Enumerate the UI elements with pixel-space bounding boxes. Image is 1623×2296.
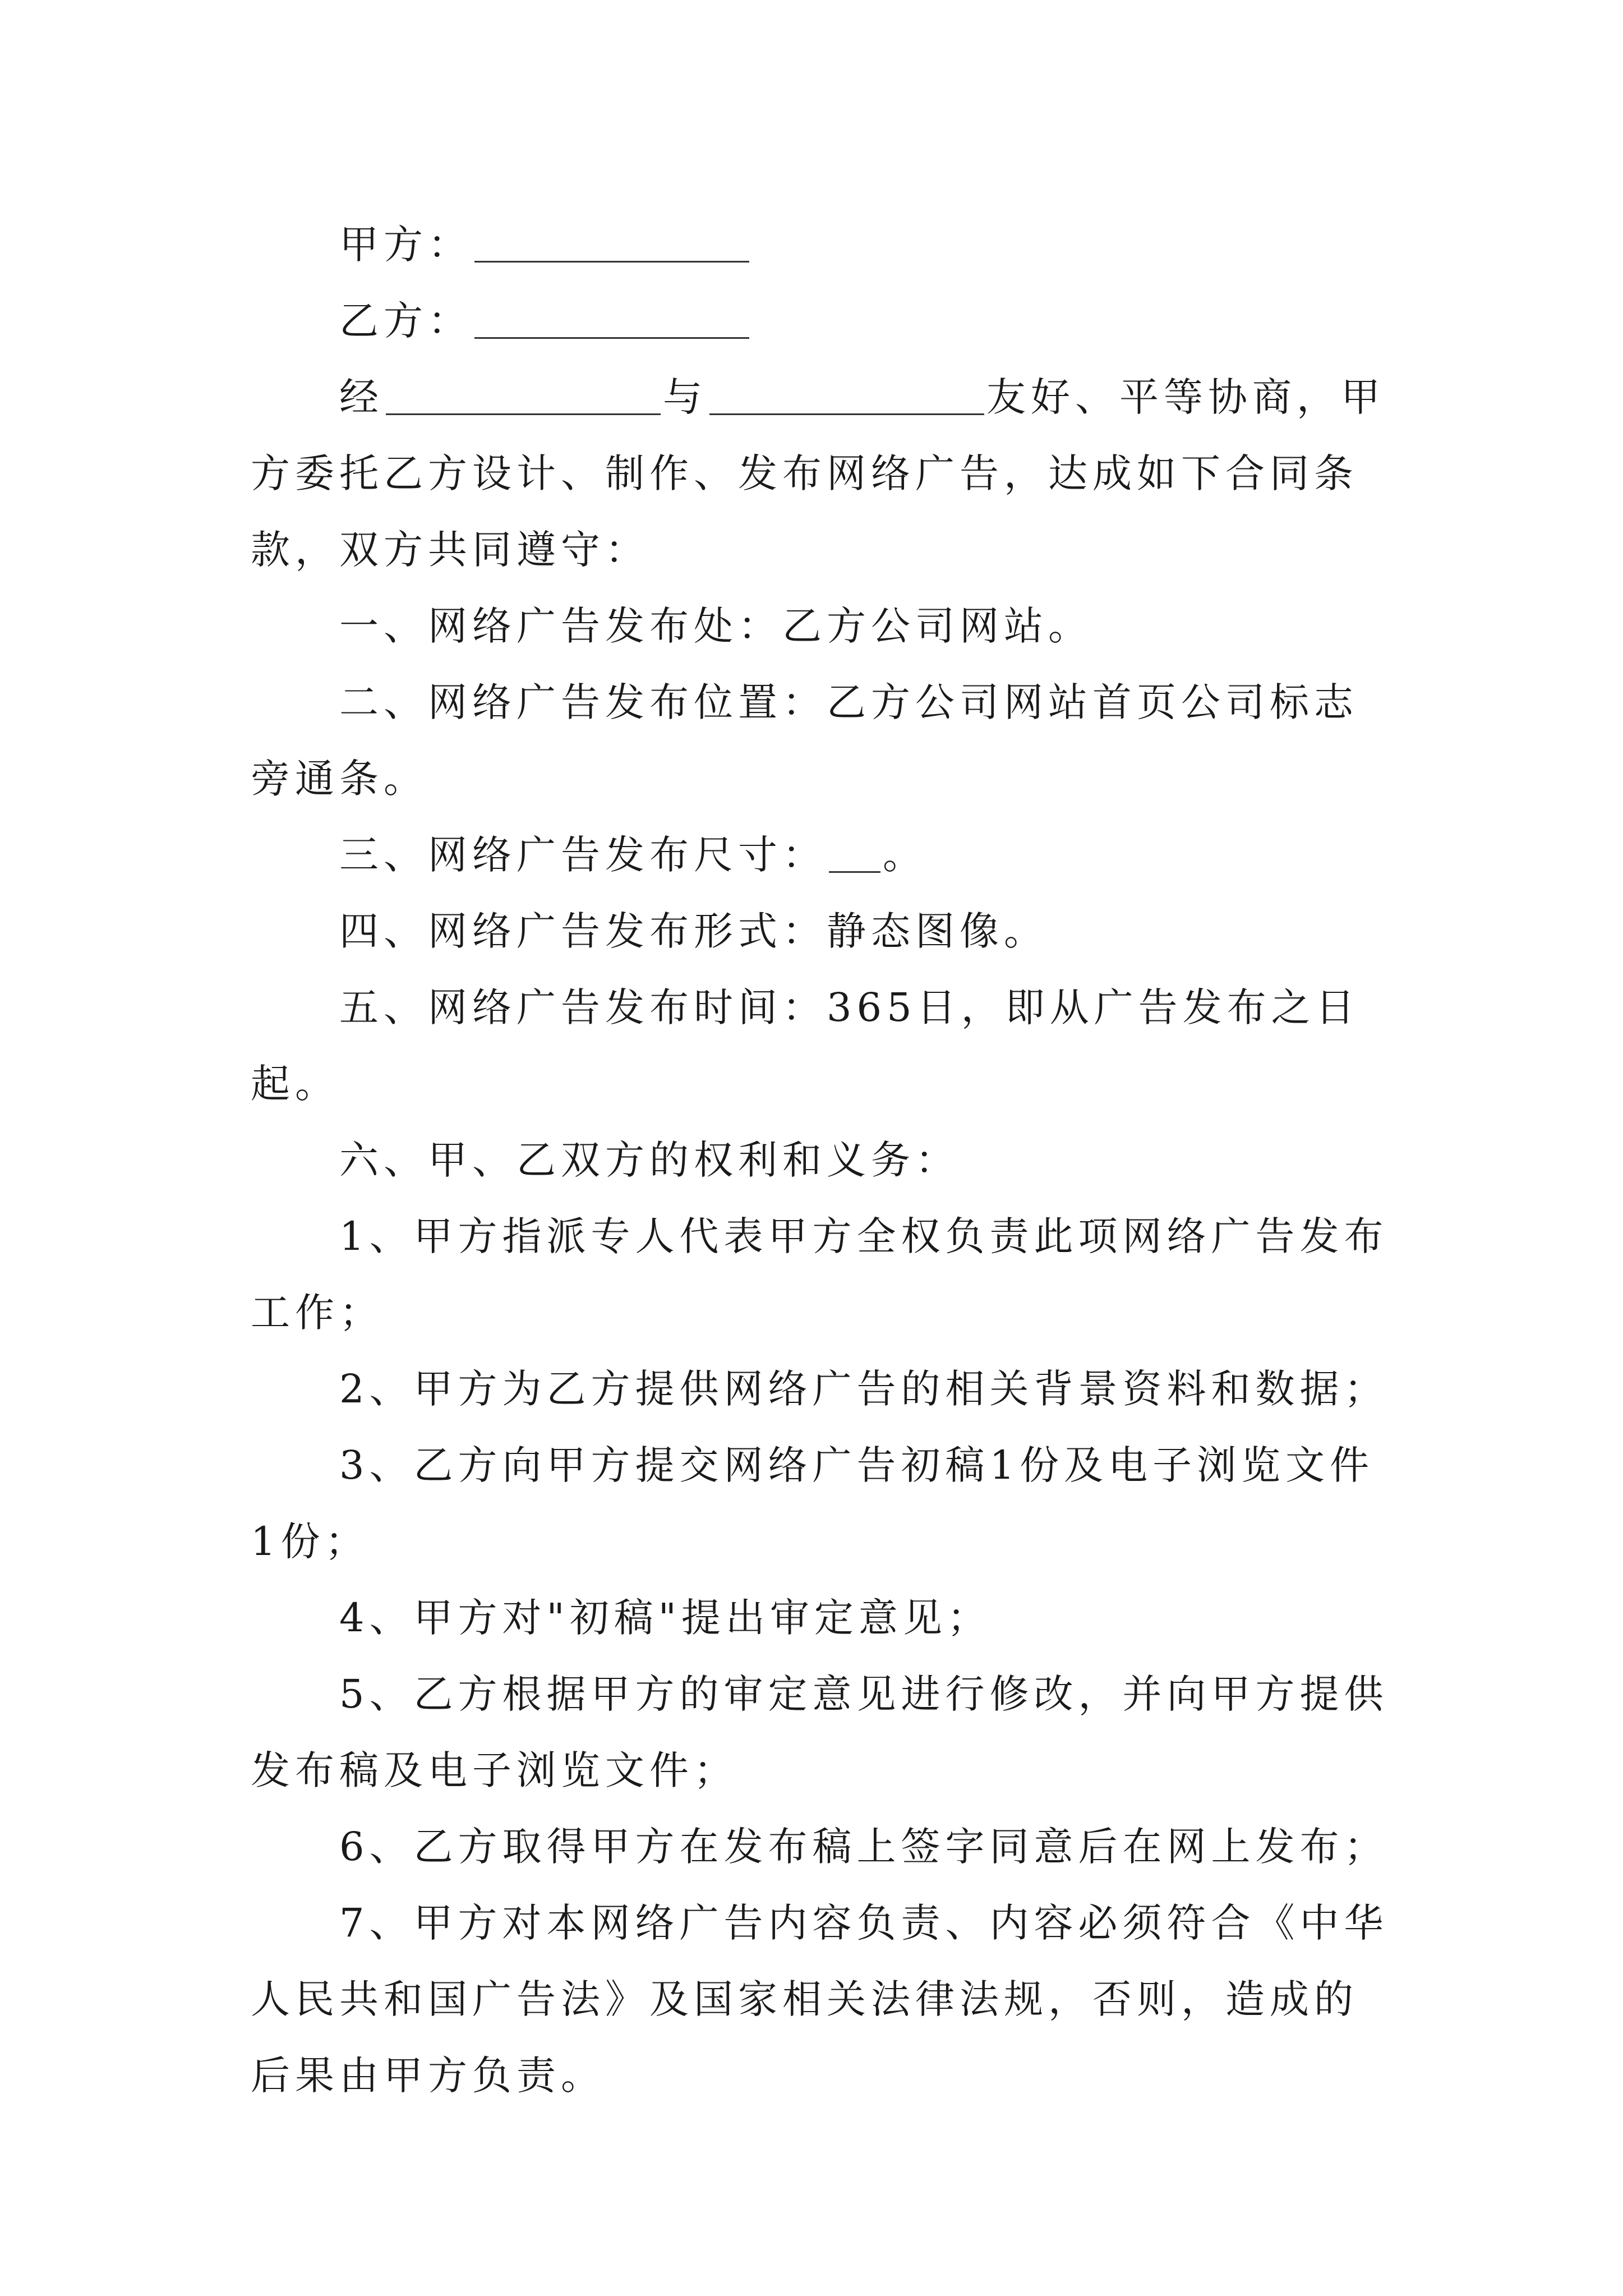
intro-blank-1	[386, 380, 661, 415]
party-b-blank	[474, 303, 749, 339]
clause-1: 一、网络广告发布处：乙方公司网站。	[339, 603, 1092, 649]
clause-3-prefix: 三、网络广告发布尺寸：	[339, 832, 827, 878]
party-a-line	[251, 206, 1389, 283]
clause-2: 二、网络广告发布位置：乙方公司网站首页公司标志旁通条。	[251, 679, 1358, 802]
obligation-1: 1、甲方指派专人代表甲方全权负责此项网络广告发布工作；	[251, 1213, 1389, 1336]
obligation-5: 5、乙方根据甲方的审定意见进行修改，并向甲方提供发布稿及电子浏览文件；	[251, 1671, 1389, 1793]
clause-5: 五、网络广告发布时间：365日，即从广告发布之日起。	[251, 984, 1360, 1107]
clause-3-suffix: 。	[883, 832, 927, 878]
clause-3	[251, 817, 1389, 893]
obligation-3: 3、乙方向甲方提交网络广告初稿1份及电子浏览文件1份；	[251, 1442, 1375, 1565]
party-a-label: 甲方：	[339, 222, 472, 268]
clause-4: 四、网络广告发布形式：静态图像。	[339, 908, 1048, 954]
intro-suffix: 友好、平等协商，甲方委托乙方设计、制作、发布网络广告，达成如下合同条款，双方共同遵守：	[251, 374, 1385, 573]
party-b-line	[251, 283, 1389, 359]
obligation-7: 7、甲方对本网络广告内容负责、内容必须符合《中华人民共和国广告法》及国家相关法律法规，否则，造成的后果由甲方负责。	[251, 1900, 1389, 2099]
obligation-6: 6、乙方取得甲方在发布稿上签字同意后在网上发布；	[339, 1824, 1389, 1870]
contract-body	[251, 206, 1389, 2114]
intro-mid: 与	[663, 374, 707, 420]
party-a-blank	[474, 227, 749, 263]
intro-prefix: 经	[339, 374, 384, 420]
intro-blank-2	[709, 380, 984, 415]
clause-6: 六、甲、乙双方的权利和义务：	[339, 1137, 960, 1183]
obligation-4: 4、甲方对"初稿"提出审定意见；	[339, 1595, 992, 1641]
intro-paragraph	[251, 359, 1389, 588]
party-b-label: 乙方：	[339, 298, 472, 344]
clause-3-blank	[829, 838, 880, 873]
obligation-2: 2、甲方为乙方提供网络广告的相关背景资料和数据；	[339, 1366, 1389, 1412]
